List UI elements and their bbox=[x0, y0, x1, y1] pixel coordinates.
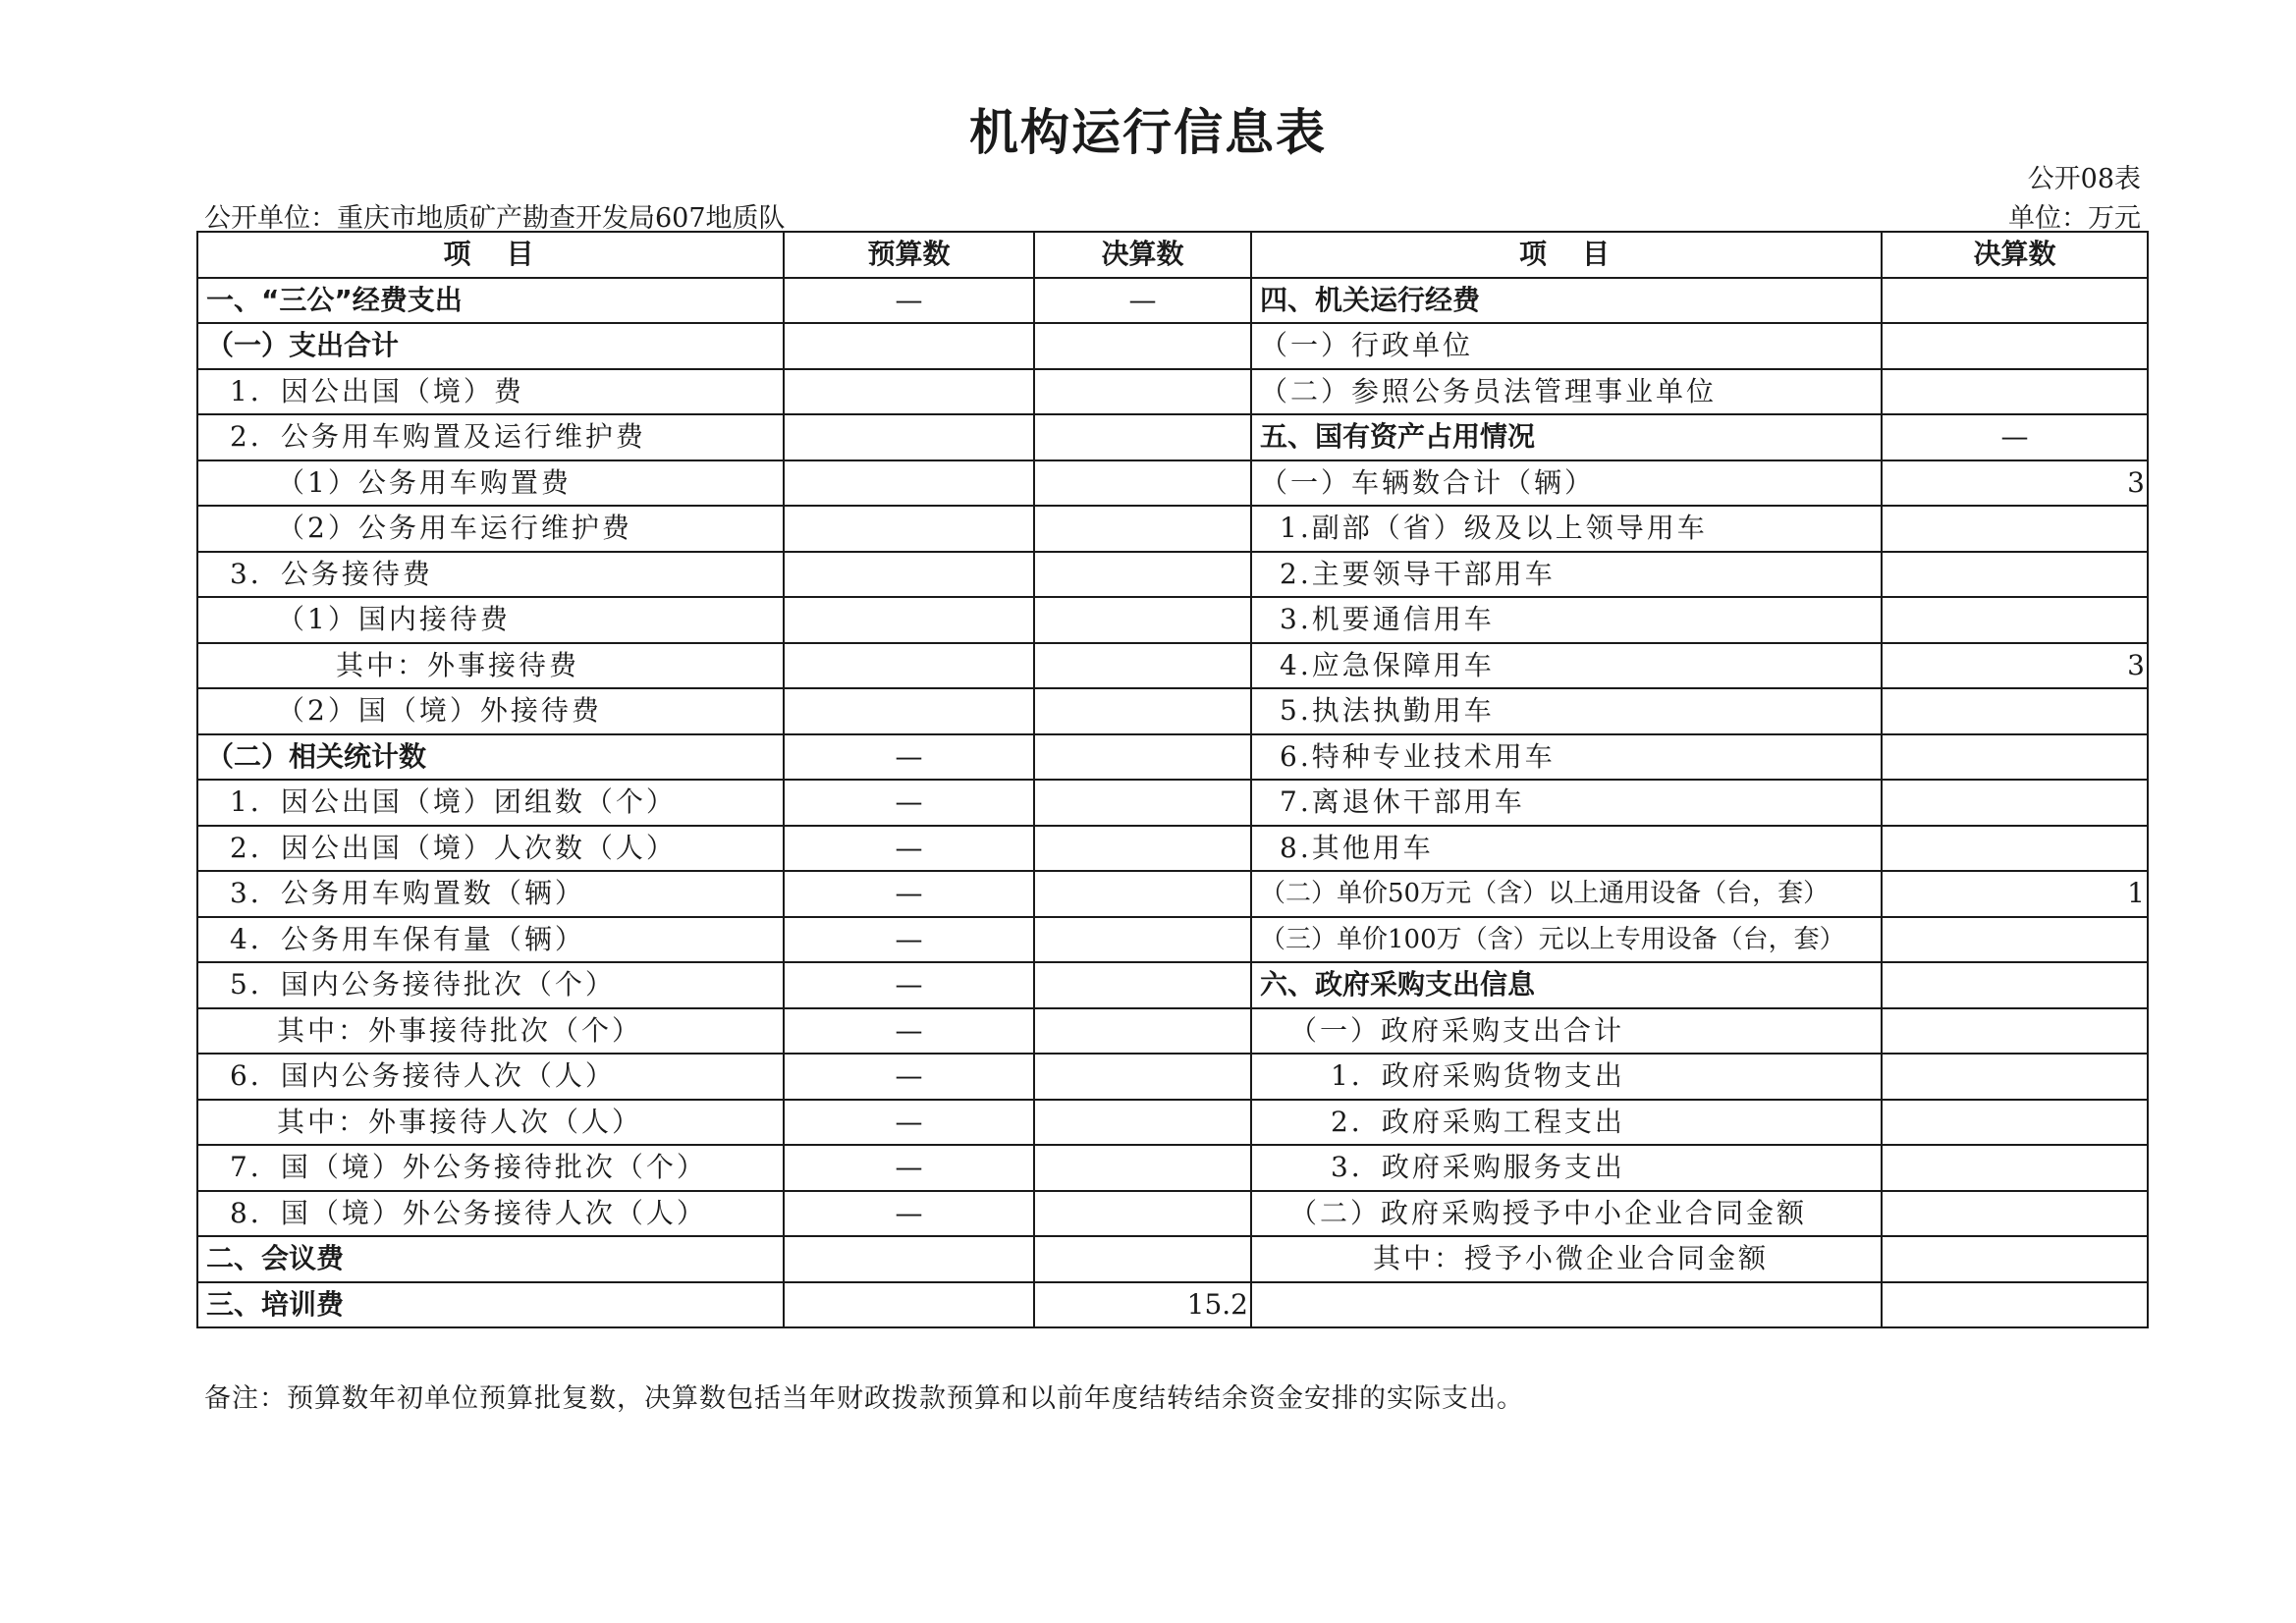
row-item: 二、会议费 bbox=[197, 1236, 784, 1282]
row-item: 2．公务用车购置及运行维护费 bbox=[197, 414, 784, 460]
row-item: 5．国内公务接待批次（个） bbox=[197, 962, 784, 1008]
row-item: 其中：外事接待费 bbox=[197, 643, 784, 689]
row-final bbox=[1034, 780, 1251, 826]
row-final-right bbox=[1882, 1191, 2148, 1237]
row-budget bbox=[784, 1236, 1034, 1282]
row-final-right bbox=[1882, 1100, 2148, 1146]
row-item: 7．国（境）外公务接待批次（个） bbox=[197, 1145, 784, 1191]
form-number: 公开08表 bbox=[2027, 164, 2141, 194]
header-final-left: 决算数 bbox=[1034, 232, 1251, 278]
row-budget: — bbox=[784, 962, 1034, 1008]
row-final bbox=[1034, 962, 1251, 1008]
row-item: （二）相关统计数 bbox=[197, 734, 784, 781]
row-budget bbox=[784, 597, 1034, 643]
footnote: 备注：预算数年初单位预算批复数，决算数包括当年财政拨款预算和以前年度结转结余资金安排的实际支出。 bbox=[204, 1383, 1524, 1414]
table-row bbox=[197, 414, 2148, 460]
row-item: （2）公务用车运行维护费 bbox=[197, 506, 784, 552]
row-final bbox=[1034, 506, 1251, 552]
row-item: 其中：外事接待批次（个） bbox=[197, 1008, 784, 1055]
row-final-right bbox=[1882, 826, 2148, 872]
header-row bbox=[197, 232, 2148, 278]
row-final-right bbox=[1882, 780, 2148, 826]
row-item: 6．国内公务接待人次（人） bbox=[197, 1054, 784, 1100]
table-row bbox=[197, 734, 2148, 781]
row-item-right: 7.离退休干部用车 bbox=[1251, 780, 1882, 826]
row-item-right: 四、机关运行经费 bbox=[1251, 278, 1882, 324]
row-item-right: 6.特种专业技术用车 bbox=[1251, 734, 1882, 781]
row-final bbox=[1034, 643, 1251, 689]
table-row bbox=[197, 1008, 2148, 1055]
table-row bbox=[197, 506, 2148, 552]
row-final bbox=[1034, 917, 1251, 963]
row-item-right: （三）单价100万（含）元以上专用设备（台，套） bbox=[1251, 917, 1882, 963]
row-item-right: （二）参照公务员法管理事业单位 bbox=[1251, 369, 1882, 415]
row-final-right: 1 bbox=[1882, 871, 2148, 917]
table-row bbox=[197, 597, 2148, 643]
row-final-right bbox=[1882, 1236, 2148, 1282]
row-final bbox=[1034, 414, 1251, 460]
currency-unit: 单位：万元 bbox=[2008, 203, 2141, 234]
row-final: 15.2 bbox=[1034, 1282, 1251, 1328]
row-item: 3．公务接待费 bbox=[197, 552, 784, 598]
row-final: — bbox=[1034, 278, 1251, 324]
row-budget bbox=[784, 643, 1034, 689]
row-final-right bbox=[1882, 597, 2148, 643]
row-item-right bbox=[1251, 1282, 1882, 1328]
row-final bbox=[1034, 1100, 1251, 1146]
row-item-right: 2.主要领导干部用车 bbox=[1251, 552, 1882, 598]
row-final-right bbox=[1882, 278, 2148, 324]
table-row bbox=[197, 688, 2148, 734]
row-item-right: （一）车辆数合计（辆） bbox=[1251, 460, 1882, 507]
row-budget bbox=[784, 1282, 1034, 1328]
row-item-right: （二）单价50万元（含）以上通用设备（台，套） bbox=[1251, 871, 1882, 917]
row-item: 一、“三公”经费支出 bbox=[197, 278, 784, 324]
row-item-right: 五、国有资产占用情况 bbox=[1251, 414, 1882, 460]
page-title: 机构运行信息表 bbox=[969, 104, 1327, 161]
row-final bbox=[1034, 1008, 1251, 1055]
row-budget: — bbox=[784, 917, 1034, 963]
row-final-right bbox=[1882, 1054, 2148, 1100]
row-budget bbox=[784, 369, 1034, 415]
row-item-right: 3.机要通信用车 bbox=[1251, 597, 1882, 643]
row-final-right bbox=[1882, 1282, 2148, 1328]
table-row bbox=[197, 826, 2148, 872]
row-final-right bbox=[1882, 688, 2148, 734]
table-row bbox=[197, 552, 2148, 598]
row-budget: — bbox=[784, 1008, 1034, 1055]
row-item-right: 六、政府采购支出信息 bbox=[1251, 962, 1882, 1008]
row-item: （1）公务用车购置费 bbox=[197, 460, 784, 507]
row-budget: — bbox=[784, 1145, 1034, 1191]
row-final bbox=[1034, 1145, 1251, 1191]
row-final-right bbox=[1882, 1145, 2148, 1191]
row-budget: — bbox=[784, 1191, 1034, 1237]
row-item: 1．因公出国（境）团组数（个） bbox=[197, 780, 784, 826]
row-budget bbox=[784, 506, 1034, 552]
info-table bbox=[196, 231, 2149, 1328]
row-item: 3．公务用车购置数（辆） bbox=[197, 871, 784, 917]
row-item-right: 4.应急保障用车 bbox=[1251, 643, 1882, 689]
row-final-right bbox=[1882, 369, 2148, 415]
row-item-right: （二）政府采购授予中小企业合同金额 bbox=[1251, 1191, 1882, 1237]
table-row bbox=[197, 917, 2148, 963]
row-item: 三、培训费 bbox=[197, 1282, 784, 1328]
row-item: （1）国内接待费 bbox=[197, 597, 784, 643]
row-item-right: （一）政府采购支出合计 bbox=[1251, 1008, 1882, 1055]
reporting-unit: 公开单位：重庆市地质矿产勘查开发局607地质队 bbox=[204, 203, 786, 234]
row-final bbox=[1034, 597, 1251, 643]
row-final-right bbox=[1882, 552, 2148, 598]
row-final-right bbox=[1882, 734, 2148, 781]
row-item: 2．因公出国（境）人次数（人） bbox=[197, 826, 784, 872]
row-item-right: （一）行政单位 bbox=[1251, 323, 1882, 369]
row-final-right: 3 bbox=[1882, 460, 2148, 507]
row-final bbox=[1034, 460, 1251, 507]
row-final-right bbox=[1882, 962, 2148, 1008]
table-row bbox=[197, 643, 2148, 689]
row-final-right bbox=[1882, 506, 2148, 552]
header-budget: 预算数 bbox=[784, 232, 1034, 278]
row-final bbox=[1034, 826, 1251, 872]
row-final bbox=[1034, 369, 1251, 415]
row-item-right: 1．政府采购货物支出 bbox=[1251, 1054, 1882, 1100]
row-budget: — bbox=[784, 734, 1034, 781]
table-row bbox=[197, 1282, 2148, 1328]
table-row bbox=[197, 1145, 2148, 1191]
row-item: （2）国（境）外接待费 bbox=[197, 688, 784, 734]
row-item: 4．公务用车保有量（辆） bbox=[197, 917, 784, 963]
row-final-right bbox=[1882, 917, 2148, 963]
row-final-right bbox=[1882, 1008, 2148, 1055]
row-final bbox=[1034, 552, 1251, 598]
row-final bbox=[1034, 1191, 1251, 1237]
row-budget: — bbox=[784, 278, 1034, 324]
row-final-right bbox=[1882, 323, 2148, 369]
row-budget: — bbox=[784, 1100, 1034, 1146]
row-budget: — bbox=[784, 1054, 1034, 1100]
row-item: 1．因公出国（境）费 bbox=[197, 369, 784, 415]
row-final bbox=[1034, 871, 1251, 917]
row-budget bbox=[784, 688, 1034, 734]
table-row bbox=[197, 871, 2148, 917]
row-final bbox=[1034, 688, 1251, 734]
row-item: 8．国（境）外公务接待人次（人） bbox=[197, 1191, 784, 1237]
header-item-left: 项 目 bbox=[197, 232, 784, 278]
table-row bbox=[197, 369, 2148, 415]
row-final-right: 3 bbox=[1882, 643, 2148, 689]
table-row bbox=[197, 1054, 2148, 1100]
table-row bbox=[197, 1191, 2148, 1237]
table-row bbox=[197, 962, 2148, 1008]
table-row bbox=[197, 278, 2148, 324]
row-budget bbox=[784, 414, 1034, 460]
row-item-right: 其中：授予小微企业合同金额 bbox=[1251, 1236, 1882, 1282]
row-item-right: 3．政府采购服务支出 bbox=[1251, 1145, 1882, 1191]
table-row bbox=[197, 1236, 2148, 1282]
row-final bbox=[1034, 734, 1251, 781]
row-final-right: — bbox=[1882, 414, 2148, 460]
row-item-right: 2．政府采购工程支出 bbox=[1251, 1100, 1882, 1146]
header-final-right: 决算数 bbox=[1882, 232, 2148, 278]
row-item-right: 8.其他用车 bbox=[1251, 826, 1882, 872]
row-final bbox=[1034, 1054, 1251, 1100]
row-budget: — bbox=[784, 871, 1034, 917]
row-item: （一）支出合计 bbox=[197, 323, 784, 369]
row-budget bbox=[784, 460, 1034, 507]
row-item-right: 1.副部（省）级及以上领导用车 bbox=[1251, 506, 1882, 552]
row-budget bbox=[784, 552, 1034, 598]
table-row bbox=[197, 460, 2148, 507]
table-row bbox=[197, 323, 2148, 369]
row-item: 其中：外事接待人次（人） bbox=[197, 1100, 784, 1146]
table-row bbox=[197, 780, 2148, 826]
row-budget: — bbox=[784, 780, 1034, 826]
row-item-right: 5.执法执勤用车 bbox=[1251, 688, 1882, 734]
row-final bbox=[1034, 323, 1251, 369]
row-final bbox=[1034, 1236, 1251, 1282]
row-budget bbox=[784, 323, 1034, 369]
row-budget: — bbox=[784, 826, 1034, 872]
header-item-right: 项 目 bbox=[1251, 232, 1882, 278]
table-row bbox=[197, 1100, 2148, 1146]
